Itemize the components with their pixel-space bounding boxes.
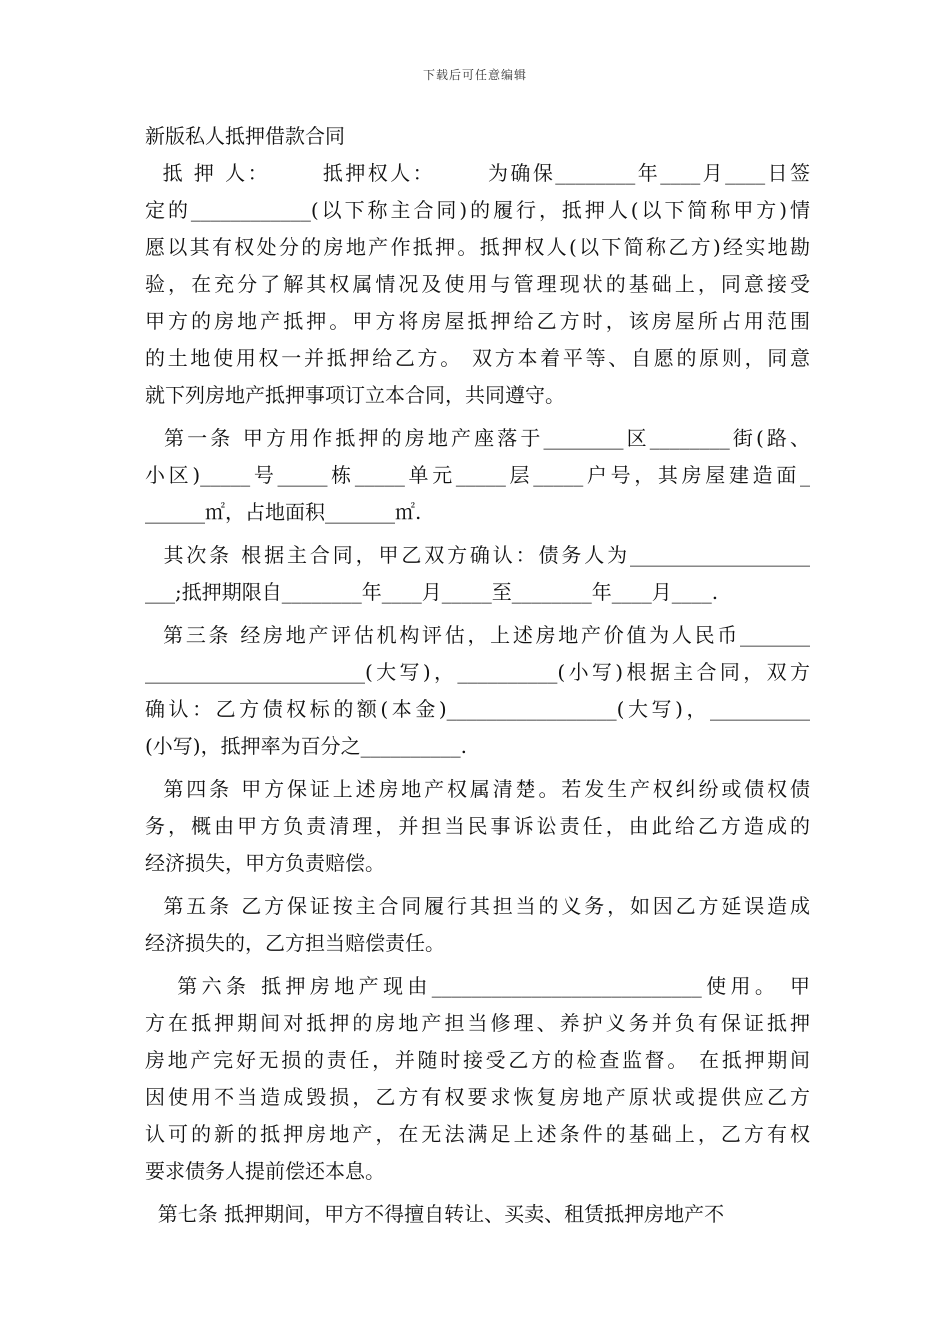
text-line: 第五条 乙方保证按主合同履行其担当的义务，如因乙方延误造成 (145, 894, 810, 918)
text-line: 验，在充分了解其权属情况及使用与管理现状的基础上，同意接受 (145, 272, 810, 296)
text-line: 第六条 抵押房地产现由___________________________使用。 甲 (145, 974, 810, 998)
text-line: 要求债务人提前偿还本息。 (145, 1159, 385, 1183)
paragraph-article-3 (145, 617, 810, 765)
paragraph-article-5 (145, 888, 810, 962)
text-line: 第四条 甲方保证上述房地产权属清楚。若发生产权纠纷或债权债 (145, 777, 810, 801)
text-line: 确认：乙方债权标的额(本金)_________________(大写)，__________ (145, 697, 810, 721)
text-line: 抵 押 人： 抵押权人： 为确保________年____月____日签 (145, 161, 810, 185)
paragraph-article-4 (145, 771, 810, 882)
text-line: 因使用不当造成毁损，乙方有权要求恢复房地产原状或提供应乙方 (145, 1085, 810, 1109)
text-line: 务，概由甲方负责清理，并担当民事诉讼责任，由此给乙方造成的 (145, 814, 810, 838)
text-line: 其次条 根据主合同，甲乙双方确认：债务人为__________________ (145, 543, 810, 567)
text-line: 经济损失，甲方负责赔偿。 (145, 851, 385, 875)
text-line: (小写)，抵押率为百分之__________. (145, 734, 467, 758)
text-line: ______________________(大写)，__________(小写)根据主合同，双方 (145, 660, 810, 684)
page-header-note: 下载后可任意编辑 (422, 68, 527, 82)
document-body (145, 118, 810, 1233)
paragraph-article-6 (145, 968, 810, 1190)
document-title: 新版私人抵押借款合同 (145, 124, 345, 148)
text-line: 房地产完好无损的责任，并随时接受乙方的检查监督。 在抵押期间 (145, 1048, 810, 1072)
text-line: 定的____________(以下称主合同)的履行，抵押人(以下简称甲方)情 (145, 198, 810, 222)
text-line: ___;抵押期限自________年____月_____至________年____月____. (145, 580, 719, 604)
text-line: ______㎡，占地面积_______㎡. (145, 500, 422, 524)
text-line: 第七条 抵押期间，甲方不得擅自转让、买卖、租赁抵押房地产不 (145, 1202, 725, 1226)
text-line: 认可的新的抵押房地产，在无法满足上述条件的基础上，乙方有权 (145, 1122, 810, 1146)
text-line: 经济损失的，乙方担当赔偿责任。 (145, 931, 445, 955)
paragraph-article-7 (145, 1196, 810, 1233)
text-line: 的土地使用权一并抵押给乙方。 双方本着平等、自愿的原则，同意 (145, 346, 810, 370)
document-paragraphs (145, 155, 810, 1233)
text-line: 方在抵押期间对抵押的房地产担当修理、养护义务并负有保证抵押 (145, 1011, 810, 1035)
paragraph-article-2 (145, 537, 810, 611)
text-line: 愿以其有权处分的房地产作抵押。抵押权人(以下简称乙方)经实地勘 (145, 235, 810, 259)
paragraph-article-1 (145, 420, 810, 531)
paragraph-intro (145, 155, 810, 414)
text-line: 第三条 经房地产评估机构评估，上述房地产价值为人民币_______ (145, 623, 810, 647)
text-line: 小区)_____号_____栋_____单元_____层_____户号，其房屋建造面_ (145, 463, 810, 487)
text-line: 第一条 甲方用作抵押的房地产座落于________区________街(路、 (145, 426, 810, 450)
text-line: 就下列房地产抵押事项订立本合同，共同遵守。 (145, 383, 565, 407)
text-line: 甲方的房地产抵押。甲方将房屋抵押给乙方时，该房屋所占用范围 (145, 309, 810, 333)
